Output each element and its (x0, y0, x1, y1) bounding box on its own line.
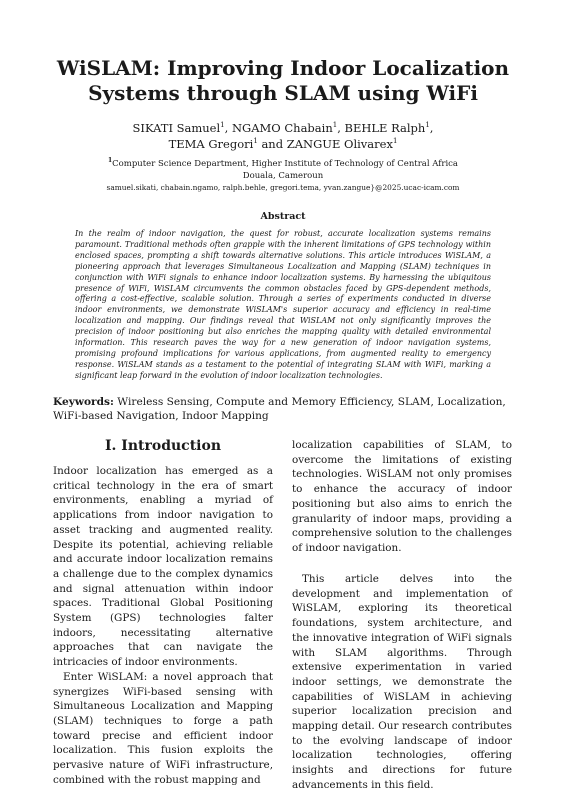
author-name: SIKATI Samuel (132, 121, 221, 135)
intro-paragraph-2-continued: localization capabilities of SLAM, to overcome the limitations of existing technologies. WiSLAM not only promises to enhance the accuracy of indoor positioning but also aims to enrich the granularity of indoor maps, providing a comprehensive solution to the challenges of indoor navigation. (292, 439, 512, 554)
keywords-label: Keywords: (53, 396, 114, 408)
affiliation-line (30, 158, 536, 170)
intro-paragraph-1: Indoor localization has emerged as a critical technology in the era of smart environments, enabling a myriad of applications from indoor navigation to asset tracking and augmented reality. Despite its potential, achieving reliable and accurate indoor localization remains a challenge due to the complex dynamics and signal attenuation within indoor spaces. Traditional Global Positioning System (GPS) technologies falter indoors, necessitating alternative approaches that can navigate the intricacies of indoor environments. (53, 465, 273, 669)
affiliation-block (30, 158, 536, 194)
section-heading: I. Introduction (105, 438, 221, 454)
abstract-heading: Abstract (260, 211, 306, 222)
affiliation-mark: 1 (392, 137, 398, 146)
left-column (53, 438, 273, 787)
keywords-line (53, 395, 513, 423)
affiliation-city: Douala, Cameroun (242, 171, 324, 181)
affiliation-mark: 1 (107, 157, 113, 165)
keywords-text: Wireless Sensing, Compute and Memory Efficiency, SLAM, Localization, WiFi-based Navigation, Indoor Mapping (53, 396, 506, 422)
affiliation-department: Computer Science Department, Higher Institute of Technology of Central Africa (112, 159, 459, 169)
author-name: TEMA Gregori (168, 137, 254, 151)
author-list: SIKATI Samuel$^1$, NGAMO Chabain$^1$, BEHLE Ralph$^1$, TEMA Gregori$^1$ and ZANGUE Olivarex$^1$ (132, 121, 434, 151)
paper-title: WiSLAM: Improving Indoor Localization Systems through SLAM using WiFi (56, 56, 510, 105)
author-emails: samuel.sikati, chabain.ngamo, ralph.behle, gregori.tema, yvan.zangue}@2025.ucac-icam.com (106, 183, 460, 192)
abstract-text: In the realm of indoor navigation, the quest for robust, accurate localization systems remains paramount. Traditional methods often grapple with the inherent limitations of GPS technology within enclosed spaces, prompting a shift towards alternative solutions. This article introduces WiSLAM, a pioneering approach that leverages Simultaneous Localization and Mapping (SLAM) techniques in conjunction with WiFi signals to enhance indoor localization systems. By harnessing the ubiquitous presence of WiFi, WiSLAM circumvents the common obstacles faced by GPS-dependent methods, offering a cost-effective, scalable solution. Through a series of experiments conducted in diverse indoor environments, we demonstrate WiSLAM's superior accuracy and efficiency in real-time localization and mapping. Our findings reveal that WiSLAM not only significantly improves the precision of indoor positioning but also enriches the mapping quality with detailed environmental information. This research paves the way for a new generation of indoor navigation systems, promising profound implications for various applications, from augmented reality to emergency response. WiSLAM stands as a testament to the potential of integrating SLAM with WiFi, marking a significant leap forward in the evolution of indoor localization technologies. (75, 229, 491, 380)
intro-paragraph-3: This article delves into the development and implementation of WiSLAM, exploring its theoretical foundations, system architecture, and the innovative integration of WiFi signals with SLAM algorithms. Through extensive experimentation in varied indoor settings, we demonstrate the capabilities of WiSLAM in achieving superior localization precision and mapping detail. Our research contributes to the evolving landscape of indoor localization technologies, offering insights and directions for future advancements in this field. (292, 573, 512, 791)
affiliation-mark: 1 (332, 121, 338, 130)
affiliation-mark: 1 (220, 121, 225, 130)
author-name: ZANGUE Olivarex (286, 137, 393, 151)
author-name: NGAMO Chabain (231, 121, 333, 135)
affiliation-mark: 1 (253, 137, 258, 146)
author-name: BEHLE Ralph (344, 121, 426, 135)
affiliation-mark: 1 (425, 121, 430, 130)
intro-paragraph-2-text: Enter WiSLAM: a novel approach that synergizes WiFi-based sensing with Simultaneous Localization and Mapping (SLAM) techniques to forge a path toward precise and efficient indoor localization. This fusion exploits the pervasive nature of WiFi infrastructure, combined with the robust mapping and (53, 670, 273, 786)
intro-paragraph-2 (53, 670, 273, 788)
